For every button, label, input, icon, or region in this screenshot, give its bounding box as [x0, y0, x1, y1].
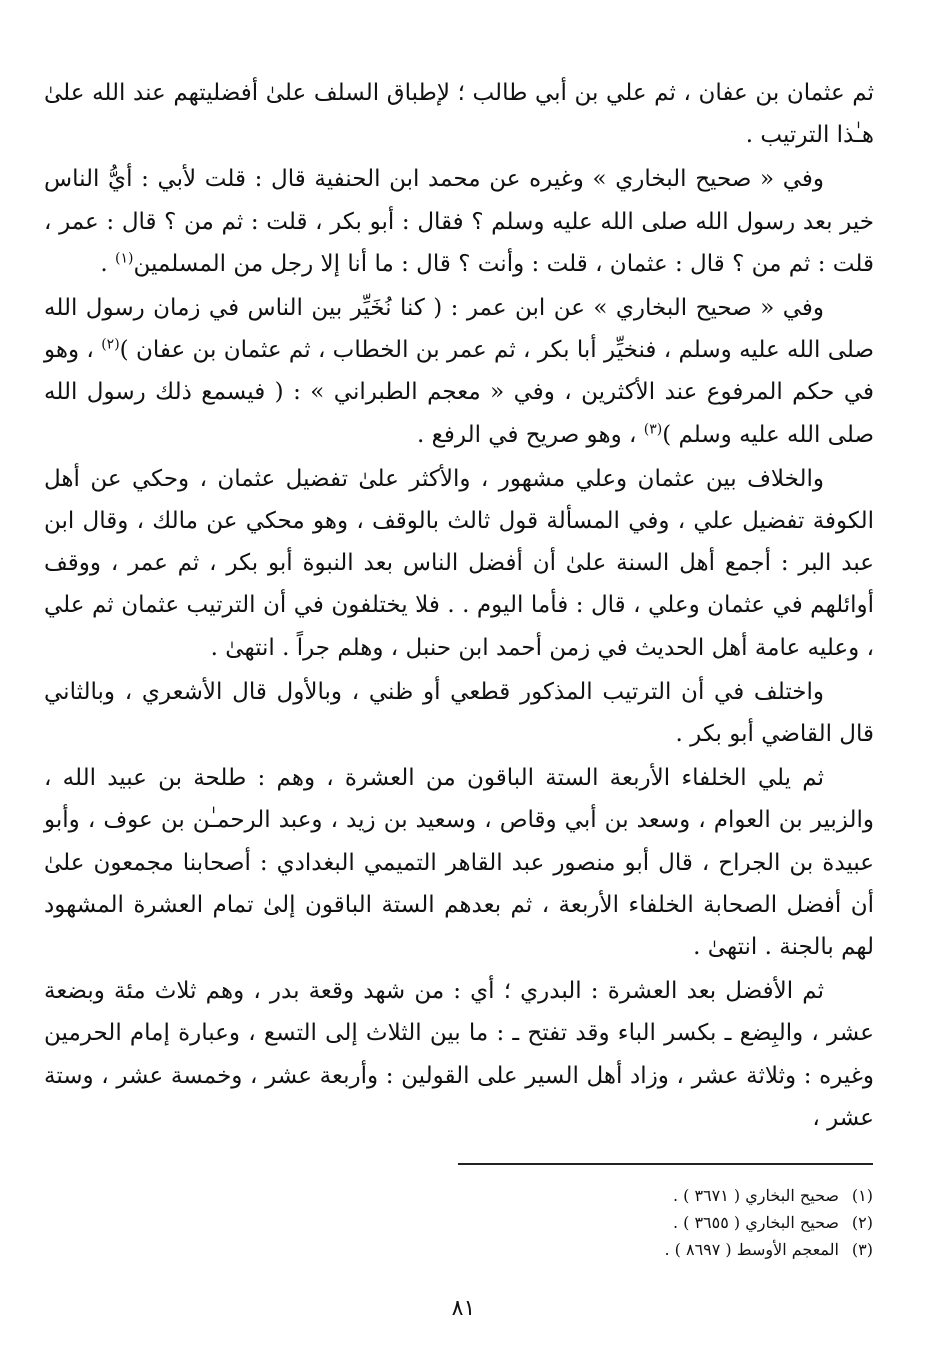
- footnote-number: (٣): [851, 1240, 873, 1259]
- page-number: ٨١: [451, 1296, 476, 1321]
- paragraph-3-middle: ، وهو في حكم المرفوع عند الأكثرين ، وفي « معجم الطبراني » : ( فيسمع ذلك رسول الله صلى الله عليه وسلم ): [44, 337, 874, 448]
- paragraph-4-text: والخلاف بين عثمان وعلي مشهور ، والأكثر علىٰ تفضيل عثمان ، وحكي عن أهل الكوفة تفضيل علي ، وفي المسألة قول ثالث بالوقف ، وهو محكي عن مالك ، وقال ابن عبد البر : أجمع أهل السنة علىٰ أن أفضل الناس بعد النبوة أبو بكر ، ثم عمر ، ووقف أوائلهم في عثمان وعلي ، قال : فأما اليوم . . فلا يختلفون في أن الترتيب عثمان ثم علي ، وعليه عامة أهل الحديث في زمن أحمد ابن حنبل ، وهلم جراً . انتهىٰ .: [44, 465, 875, 661]
- footnote-text: صحيح البخاري ( ٣٦٧١ ) .: [672, 1186, 839, 1205]
- footnote-1: [273, 1182, 873, 1209]
- footnote-text: المعجم الأوسط ( ٨٦٩٧ ) .: [664, 1240, 839, 1259]
- footnote-3: [273, 1236, 873, 1263]
- footnote-text: صحيح البخاري ( ٣٦٥٥ ) .: [672, 1213, 839, 1232]
- paragraph-3-end: ، وهو صريح في الرفع .: [417, 421, 644, 448]
- footnote-divider: [458, 1163, 873, 1165]
- paragraph-3-text: وفي « صحيح البخاري » عن ابن عمر : ( كنا نُخَيِّر بين الناس في زمان رسول الله صلى الله عليه وسلم ، فنخيِّر أبا بكر ، ثم عمر بن الخطاب ، ثم عثمان بن عفان ): [44, 295, 875, 364]
- main-text: [44, 72, 874, 1139]
- footnote-number: (٢): [851, 1213, 873, 1232]
- paragraph-7-text: ثم الأفضل بعد العشرة : البدري ؛ أي : من شهد وقعة بدر ، وهم ثلاث مئة وبضعة عشر ، والبِضع ـ بكسر الباء وقد تفتح ـ : ما بين الثلاث إلى التسع ، وعبارة إمام الحرمين وغيره : وثلاثة عشر ، وزاد أهل السير على القولين : وأربعة عشر ، وخمسة عشر ، وستة عشر ،: [44, 978, 874, 1131]
- paragraph-7: [44, 970, 874, 1139]
- footnote-ref-2: (٢): [101, 336, 120, 353]
- paragraph-3: [44, 287, 874, 456]
- paragraph-1: [44, 72, 874, 156]
- footnote-ref-1: (١): [115, 250, 134, 267]
- paragraph-5-text: واختلف في أن الترتيب المذكور قطعي أو ظني ، وبالأول قال الأشعري ، وبالثاني قال القاضي أبو بكر .: [44, 678, 874, 748]
- paragraph-2-text: وفي « صحيح البخاري » وغيره عن محمد ابن الحنفية قال : قلت لأبي : أيُّ الناس خير بعد رسول الله صلى الله عليه وسلم ؟ فقال : أبو بكر ، قلت : ثم من ؟ قال : عمر ، قلت : ثم من ؟ قال : عثمان ، قلت : وأنت ؟ قال : ما أنا إلا رجل من المسلمين: [44, 166, 874, 277]
- paragraph-5: [44, 671, 874, 755]
- footnote-number: (١): [851, 1186, 873, 1205]
- paragraph-2: [44, 158, 874, 285]
- paragraph-6-text: ثم يلي الخلفاء الأربعة الستة الباقون من العشرة ، وهم : طلحة بن عبيد الله ، والزبير بن العوام ، وسعد بن أبي وقاص ، وسعيد بن زيد ، وعبد الرحمـٰن بن عوف ، وأبو عبيدة بن الجراح ، قال أبو منصور عبد القاهر التميمي البغدادي : أصحابنا مجمعون علىٰ أن أفضل الصحابة الخلفاء الأربعة ، ثم بعدهم الستة الباقون إلىٰ تمام العشرة المشهود لهم بالجنة . انتهىٰ .: [44, 765, 874, 961]
- paragraph-6: [44, 757, 874, 968]
- footnote-2: [273, 1209, 873, 1236]
- paragraph-4: [44, 458, 874, 669]
- paragraph-2-end: .: [100, 250, 115, 277]
- footnote-ref-3: (٣): [643, 420, 663, 437]
- footnotes: [273, 1182, 873, 1263]
- paragraph-1-text: ثم عثمان بن عفان ، ثم علي بن أبي طالب ؛ لإطباق السلف علىٰ أفضليتهم عند الله علىٰ هـٰذا الترتيب .: [44, 80, 874, 149]
